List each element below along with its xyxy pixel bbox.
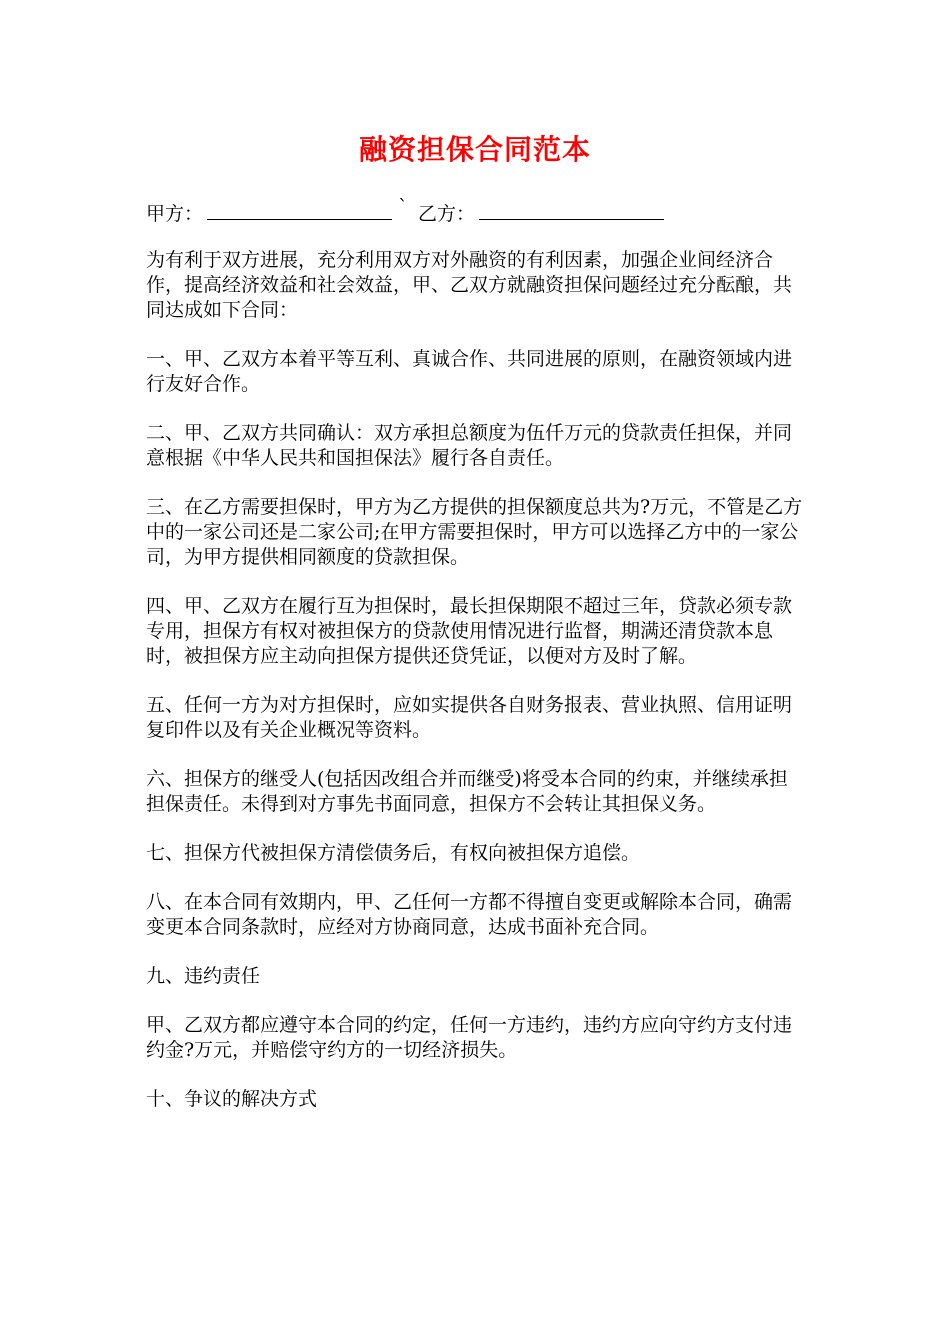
paragraph-clause-9-heading: 九、违约责任	[146, 965, 261, 987]
paragraph-clause-10-heading: 十、争议的解决方式	[146, 1088, 318, 1110]
paragraph-clause-8: 八、在本合同有效期内，甲、乙任何一方都不得擅自变更或解除本合同，确需变更本合同条款时，应经对方协商同意，达成书面补充合同。	[146, 891, 793, 938]
paragraph-clause-2: 二、甲、乙双方共同确认：双方承担总额度为伍仟万元的贷款责任担保，并同意根据《中华人民共和国担保法》履行各自责任。	[146, 422, 793, 469]
paragraph-clause-1: 一、甲、乙双方本着平等互利、真诚合作、共同进展的原则，在融资领域内进行友好合作。	[146, 348, 793, 395]
paragraph-clause-9-body: 甲、乙双方都应遵守本合同的约定，任何一方违约，违约方应向守约方支付违约金?万元，并赔偿守约方的一切经济损失。	[146, 1014, 793, 1061]
paragraph-clause-6: 六、担保方的继受人(包括因改组合并而继受)将受本合同的约束，并继续承担担保责任。未得到对方事先书面同意，担保方不会转让其担保义务。	[146, 768, 788, 815]
separator-mark: `	[398, 196, 408, 218]
party-a-blank	[207, 201, 392, 220]
party-b-label: 乙方：	[418, 203, 476, 225]
paragraph-clause-3: 三、在乙方需要担保时，甲方为乙方提供的担保额度总共为?万元，不管是乙方中的一家公司还是二家公司;在甲方需要担保时，甲方可以选择乙方中的一家公司，为甲方提供相同额度的贷款担保。	[146, 496, 803, 568]
paragraph-preamble: 为有利于双方进展，充分利用双方对外融资的有利因素，加强企业间经济合作，提高经济效益和社会效益，甲、乙双方就融资担保问题经过充分酝酿，共同达成如下合同：	[146, 249, 793, 321]
contract-body	[146, 248, 806, 1136]
party-a-label: 甲方：	[146, 203, 204, 225]
paragraph-clause-4: 四、甲、乙双方在履行互为担保时，最长担保期限不超过三年，贷款必须专款专用，担保方有权对被担保方的贷款使用情况进行监督，期满还清贷款本息时，被担保方应主动向担保方提供还贷凭证，以便对方及时了解。	[146, 595, 793, 667]
paragraph-clause-5: 五、任何一方为对方担保时，应如实提供各自财务报表、营业执照、信用证明复印件以及有关企业概况等资料。	[146, 694, 793, 741]
document-title: 融资担保合同范本	[358, 133, 591, 166]
party-line	[146, 196, 664, 228]
paragraph-clause-7: 七、担保方代被担保方清偿债务后，有权向被担保方追偿。	[146, 842, 641, 864]
party-b-blank	[479, 201, 664, 220]
